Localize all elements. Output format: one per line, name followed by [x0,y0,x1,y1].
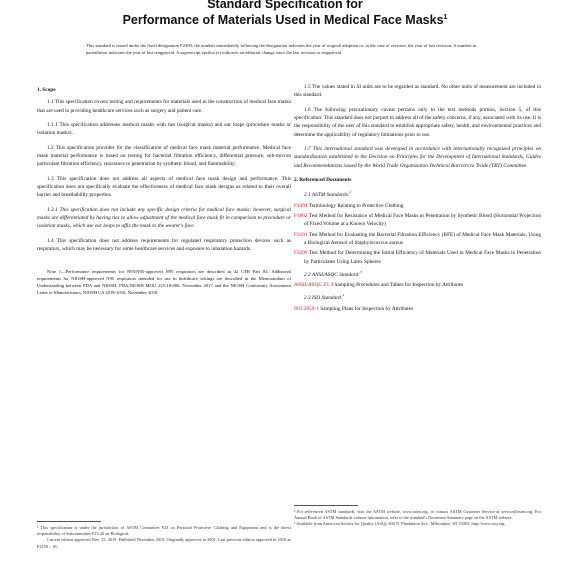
designation-note: This standard is issued under the fixed designation F2100; the number immediately following the designation indicates the year of original adoption or, in the case of revision, the year of last revision. A number in parentheses indicates the year of last reapproval. A superscript epsilon (ε) indicates an editorial change since the last revision or reapproval. [86,43,477,55]
right-column [294,83,541,315]
title-line-1: Standard Specification for [207,0,363,11]
paragraph-1-3: 1.3 This specification does not address all aspects of medical face mask design and performance. This specification does not specifically evaluate the effectiveness of medical face mask designs as related to their overall barrier and breathability properties. [37,175,291,199]
reference-code: F2299 [294,250,308,257]
footnote-edition: Current edition approved Nov. 15, 2019. Published December 2019. Originally approved in 2001. Last previous edition approved in 2018 as F2100 – 18. [37,537,291,549]
note-1: Note 1—Performance requirements for N95/N95-approved N95 respirators are described in 42 CFR Part 84. Additional requirements for NIOSH-approved N95 respirators intended for use in healthcare settings are described in the Memorandum of Understanding between FDA and NIOSH. FDA/NIOSH MOU 225-18-006, November 2017 and the NIOSH Conformity Assessment Letter to Manufacturers, NIOSH CA 2018-1016, November 2018. [37,268,291,295]
paragraph-1-2: 1.2 This specification provides for the classification of medical face mask material performance. Medical face mask material performance is based on testing for bacterial filtration efficiency, differential pressure, sub-micron particulate filtration efficiency, resistance to penetration by synthetic blood, and flammability. [37,144,291,168]
ansi-heading-text: 2.2 ANSI/ASQC Standard: [304,271,361,278]
ansi-standard-heading [294,268,541,279]
paragraph-1-5: 1.5 The values stated in SI units are to be regarded as standard. No other units of measurement are included in this standard. [294,84,541,99]
reference-f1862[interactable] [294,212,541,229]
paragraph-1-3-1: 1.3.1 This specification does not include any specific design criteria for medical face masks; however, surgical masks are differentiated by having ties to allow adjustment of the medical face mask fit in comparison to procedure or isolation masks, which use ear loops to affix the mask to the wearer's face. [37,206,291,230]
section-heading-scope: 1. Scope [37,87,56,93]
astm-heading-text: 2.1 ASTM Standards: [304,192,350,199]
reference-f2299[interactable] [294,249,541,266]
astm-standards-heading [294,188,541,199]
reference-title: Sampling Procedures and Tables for Inspection by Attributes [334,282,464,289]
paragraph-1-7: 1.7 This international standard was developed in accordance with internationally recognized principles on standardization established in the Decision on Principles for the Development of International Standards, Guides and Recommendations issued by the World Trade Organization Technical Barriers to Trade (TBT) Committee. [294,146,541,169]
footnotes-right [294,509,541,528]
footnote-divider-left [37,521,101,522]
paragraph-1-6: 1.6 The following precautionary caveat pertains only to the test methods portion, Section 5, of this specification: This standard does not purport to address all of the safety concerns, if any, associated with its use. It is the responsibility of the user of this standard to establish appropriate safety, health, and environmental practices and determine the applicability of regulatory limitations prior to use. [294,106,541,138]
reference-ansi-z14[interactable] [294,281,541,289]
reference-title: Test Method for Evaluating the Bacterial Filtration Efficiency (BFE) of Medical Face Mask Materials, Using a Biological Aerosol of Staphylococcus aureus [304,231,541,246]
reference-f2101[interactable] [294,231,541,248]
footnotes-left [37,525,291,550]
reference-code: F2101 [294,231,308,238]
iso-heading-text: 2.3 ISO Standard: [304,295,343,302]
section-heading-referenced-documents: 2. Referenced Documents [294,177,352,184]
reference-code: F1862 [294,212,308,219]
footnote-1: ¹ This specification is under the jurisdiction of ASTM Committee F23 on Personal Protective Clothing and Equipment and is the direct responsibility of Subcommittee F23.40 on Biological. [37,525,291,537]
left-column [37,83,291,296]
paragraph-1-4: 1.4 This specification does not address requirements for regulated respiratory protection devices such as respirators, which may be necessary for some healthcare services and exposure to inhalation hazards. [37,237,291,253]
reference-title: Test Method for Resistance of Medical Face Masks to Penetration by Synthetic Blood (Horizontal Projection of Fixed Volume at a Known Velocity) [304,212,541,228]
iso-standard-heading [294,291,541,302]
reference-code: F1494 [294,202,308,209]
footnote-2: ² For referenced ASTM standards, visit the ASTM website, www.astm.org, or contact ASTM Customer Service at service@astm.org. For Annual Book of ASTM Standards volume information, refer to the standard's Document Summary page on the ASTM website. [294,509,541,521]
footnote-3: ³ Available from American Society for Quality (ASQ), 600 N. Plankinton Ave., Milwaukee, WI 53203, http://www.asq.org. [294,521,506,527]
title-line-2 [0,11,570,27]
astm-footnote-mark: 2 [349,190,352,195]
iso-footnote-mark: 4 [342,293,345,298]
reference-title: Sampling Plans for Inspection by Attributes [320,305,414,312]
paragraph-1-1-1: 1.1.1 This specification addresses medical masks with ties (surgical masks) and ear loops (procedure masks or isolation masks). [37,122,291,137]
reference-iso-2859-1[interactable] [294,305,541,313]
title-footnote-mark: 1 [443,14,448,21]
reference-f1494[interactable] [294,202,541,210]
paragraph-1-1: 1.1 This specification covers testing and requirements for materials used in the construction of medical face masks that are used in providing healthcare services such as surgery and patient care. [37,99,291,114]
reference-code: ANSI/ASQC Z1.4 [294,282,334,289]
footnote-divider-right [294,505,358,506]
reference-code: ISO 2859-1 [294,305,319,312]
reference-title: Terminology Relating to Protective Clothing [308,202,404,209]
reference-title: Test Method for Determining the Initial Efficiency of Materials Used in Medical Face Masks to Penetration by Particulates Using Latex Spheres [304,250,541,265]
title-text: Performance of Materials Used in Medical Face Masks [122,13,444,28]
ansi-footnote-mark: 3 [360,269,362,274]
